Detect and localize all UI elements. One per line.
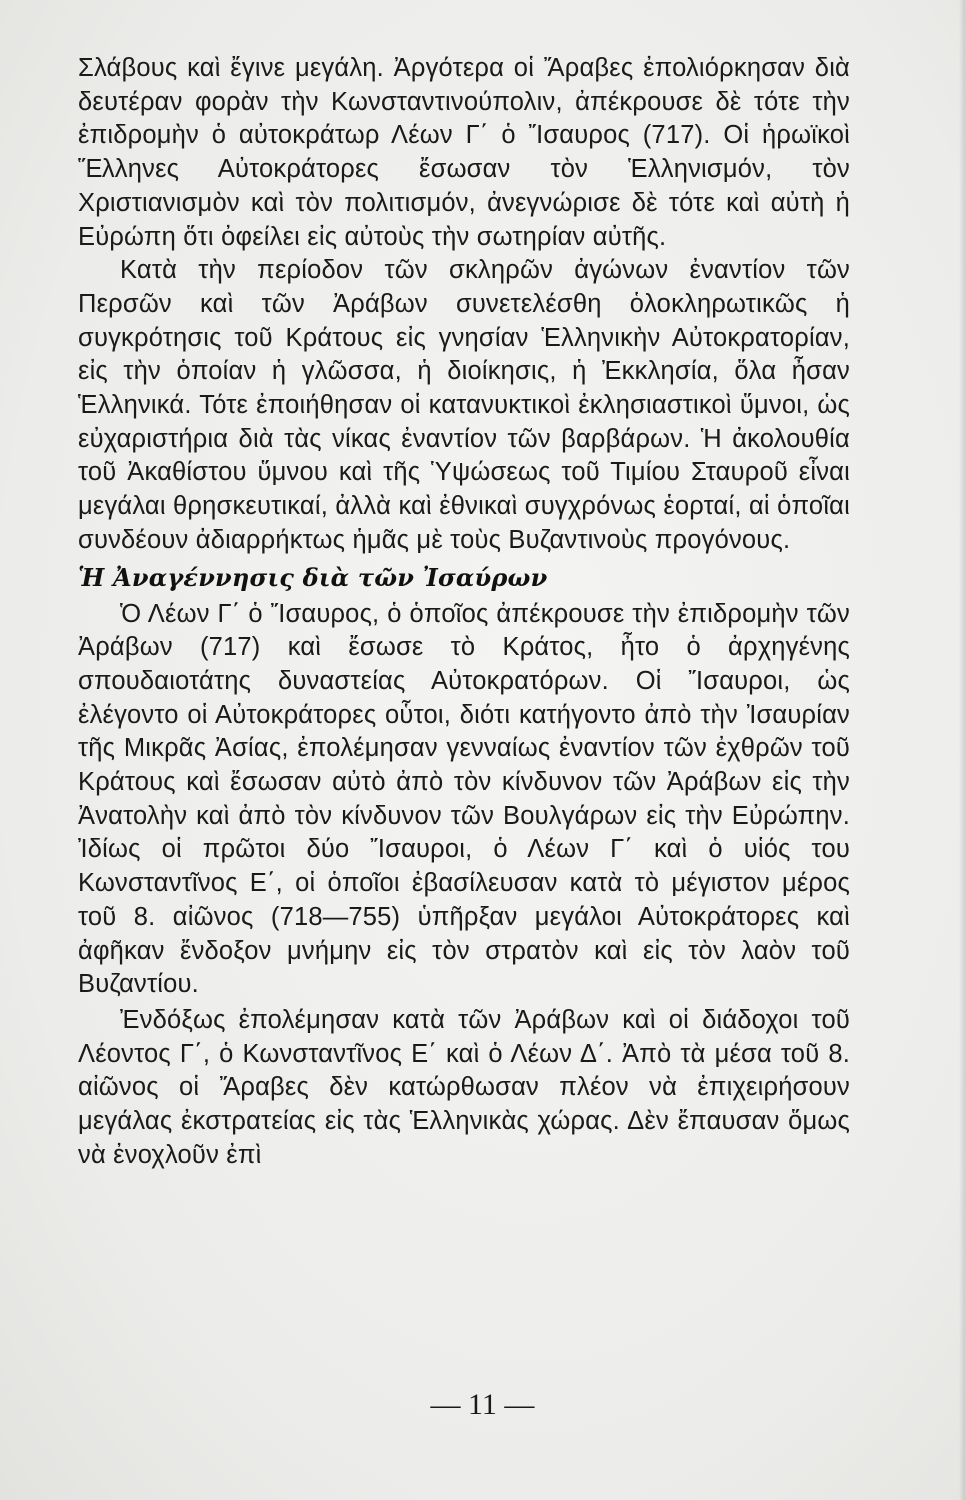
paragraph-2: Κατὰ τὴν περίοδον τῶν σκληρῶν ἀγώνων ἐναντίον τῶν Περσῶν καὶ τῶν Ἀράβων συνετελέσθη ὁλοκληρωτικῶς ἡ συγκρότησις τοῦ Κράτους εἰς γνησίαν Ἑλληνικὴν Αὐτοκρατορίαν, εἰς τὴν ὁποίαν ἡ γλῶσσα, ἡ διοίκησις, ἡ Ἐκκλησία, ὅλα ἦσαν Ἑλληνικά. Τότε ἐποιήθησαν οἱ κατανυκτικοὶ ἐκλησιαστικοὶ ὕμνοι, ὡς εὐχαριστήρια διὰ τὰς νίκας ἐναντίον τῶν βαρβάρων. Ἡ ἀκολουθία τοῦ Ἀκαθίστου ὕμνου καὶ τῆς Ὑψώσεως τοῦ Τιμίου Σταυροῦ εἶναι μεγάλαι θρησκευτικαί, ἀλλὰ καὶ ἐθνικαὶ συγχρόνως ἑορταί, αἱ ὁποῖαι συνδέουν ἀδιαρρήκτως ἡμᾶς μὲ τοὺς Βυζαντινοὺς προγόνους. — [78, 256, 850, 554]
page-number: — 11 — — [430, 1388, 535, 1421]
page-text-body — [78, 52, 850, 1173]
paragraph-1: Σλάβους καὶ ἔγινε μεγάλη. Ἀργότερα οἱ Ἄραβες ἐπολιόρκησαν διὰ δευτέραν φορὰν τὴν Κωνσταντινούπολιν, ἀπέκρουσε δὲ τότε τὴν ἐπιδρομὴν ὁ αὐτοκράτωρ Λέων Γ΄ ὁ Ἴσαυρος (717). Οἱ ἡρωϊκοὶ Ἕλληνες Αὐτοκράτορες ἔσωσαν τὸν Ἑλληνισμόν, τὸν Χριστιανισμὸν καὶ τὸν πολιτισμόν, ἀνεγνώρισε δὲ τότε καὶ αὐτὴ ἡ Εὐρώπη ὅτι ὀφείλει εἰς αὐτοὺς τὴν σωτηρίαν αὐτῆς. — [78, 54, 850, 251]
paragraph-4: Ἐνδόξως ἐπολέμησαν κατὰ τῶν Ἀράβων καὶ οἱ διάδοχοι τοῦ Λέοντος Γ΄, ὁ Κωνσταντῖνος Ε΄ καὶ ὁ Λέων Δ΄. Ἀπὸ τὰ μέσα τοῦ 8. αἰῶνος οἱ Ἄραβες δὲν κατώρθωσαν πλέον νὰ ἐπιχειρήσουν μεγάλας ἐκστρατείας εἰς τὰς Ἑλληνικὰς χώρας. Δὲν ἔπαυσαν ὅμως νὰ ἐνοχλοῦν ἐπὶ — [78, 1005, 850, 1169]
paragraph-3: Ὁ Λέων Γ΄ ὁ Ἴσαυρος, ὁ ὁποῖος ἀπέκρουσε τὴν ἐπιδρομὴν τῶν Ἀράβων (717) καὶ ἔσωσε τὸ Κράτος, ἦτο ὁ ἀρχηγένης σπουδαιοτάτης δυναστείας Αὐτοκρατόρων. Οἱ Ἴσαυροι, ὡς ἐλέγοντο οἱ Αὐτοκράτορες οὗτοι, διότι κατήγοντο ἀπὸ τὴν Ἰσαυρίαν τῆς Μικρᾶς Ἀσίας, ἐπολέμησαν γενναίως ἐναντίον τῶν ἐχθρῶν τοῦ Κράτους καὶ ἔσωσαν αὐτὸ ἀπὸ τὸν κίνδυνον τῶν Ἀράβων εἰς τὴν Ἀνατολὴν καὶ ἀπὸ τὸν κίνδυνον τῶν Βουλγάρων εἰς τὴν Εὐρώπην. Ἰδίως οἱ πρῶτοι δύο Ἴσαυροι, ὁ Λέων Γ΄ καὶ ὁ υἱός του Κωνσταντῖνος Ε΄, οἱ ὁποῖοι ἐβασίλευσαν κατὰ τὸ μέγιστον μέρος τοῦ 8. αἰῶνος (718—755) ὑπῆρξαν μεγάλοι Αὐτοκράτορες καὶ ἀφῆκαν ἔνδοξον μνήμην εἰς τὸν στρατὸν καὶ εἰς τὸν λαὸν τοῦ Βυζαντίου. — [78, 599, 850, 999]
page-edge-shadow — [959, 0, 965, 1500]
section-heading: Ἡ Ἀναγέννησις διὰ τῶν Ἰσαύρων — [78, 562, 548, 592]
